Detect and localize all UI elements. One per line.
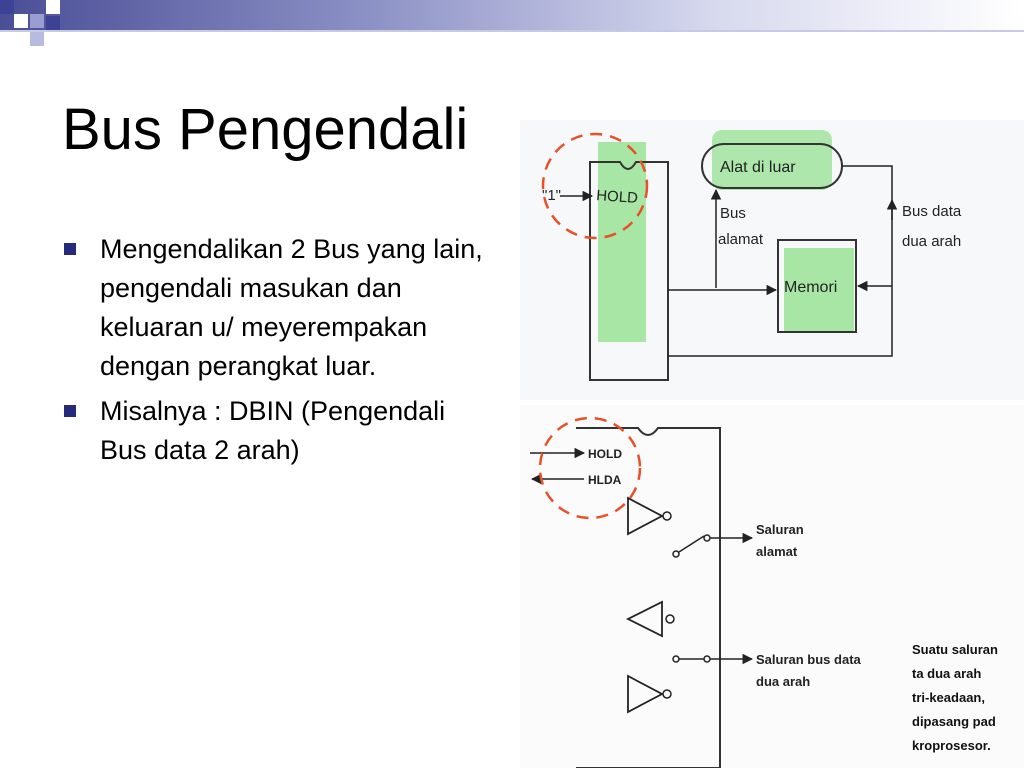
data-line-label: dua arah: [756, 674, 811, 689]
caption-line: dipasang pad: [912, 714, 996, 729]
bullet-square-icon: [64, 243, 76, 255]
header-square-decoration: [30, 14, 44, 28]
input-label: "1": [542, 187, 561, 204]
data-line-label: Saluran bus data: [756, 652, 861, 667]
header-square-decoration: [46, 0, 60, 14]
bullet-text: Misalnya : DBIN (Pengendali Bus data 2 arah): [100, 396, 446, 465]
hold-label: HOLD: [595, 187, 639, 207]
external-device-label: Alat di luar: [720, 159, 796, 176]
bullet-square-icon: [64, 405, 76, 417]
caption-line: tri-keadaan,: [912, 690, 985, 705]
bullet-item: [62, 392, 492, 470]
caption-line: Suatu saluran: [912, 642, 998, 657]
address-bus-label: Bus: [720, 205, 746, 222]
caption-line: kroprosesor.: [912, 738, 991, 753]
bullet-item: [62, 230, 492, 386]
hold-pin-label: HOLD: [588, 447, 622, 461]
cpu-highlight: [595, 142, 646, 342]
bus-diagram: [520, 120, 1024, 768]
header-square-decoration: [14, 14, 28, 28]
address-bus-label: alamat: [718, 231, 764, 248]
header-square-decoration: [0, 0, 14, 14]
data-bus-label: dua arah: [902, 233, 962, 250]
address-line-label: alamat: [756, 544, 798, 559]
header-square-decoration: [46, 16, 60, 30]
caption-line: ta dua arah: [912, 666, 982, 681]
header-gradient-bar: [0, 0, 1024, 30]
header-divider: [0, 30, 1024, 32]
slide-title: Bus Pengendali: [62, 97, 469, 162]
data-bus-label: Bus data: [902, 203, 962, 220]
hlda-pin-label: HLDA: [588, 473, 622, 487]
memory-label: Memori: [784, 279, 838, 296]
header-square-decoration: [30, 32, 44, 46]
bullet-list: [62, 230, 492, 476]
bullet-text: Mengendalikan 2 Bus yang lain, pengendali masukan dan keluaran u/ meyerempakan dengan perangkat luar.: [100, 234, 483, 381]
address-line-label: Saluran: [756, 522, 804, 537]
